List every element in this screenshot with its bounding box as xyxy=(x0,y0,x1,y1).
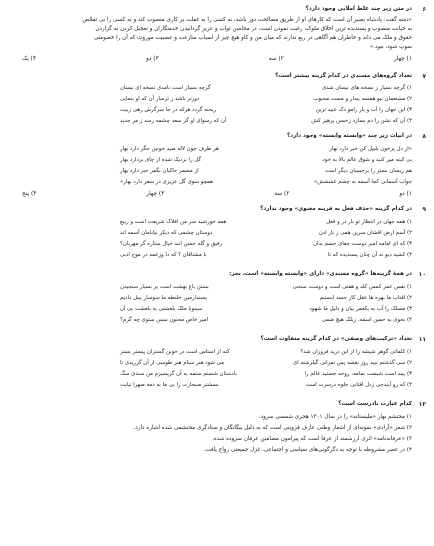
option[interactable]: ۴) کشید دیو نه آن چنان پسندیده که تا xyxy=(327,252,412,258)
option[interactable]: ۴) نحوی به حمین اسمه، زبلک هیچ ضمی xyxy=(321,317,412,323)
options-row xyxy=(22,56,412,62)
verse-line: دورتر باشد ز ترسار آن که او بنمایی xyxy=(120,96,200,102)
option[interactable]: ۲) سه xyxy=(268,56,284,62)
question-number: ۹ xyxy=(422,206,426,213)
option[interactable]: ۲) مشتعمان نیو همسه بیدار و مست محبوب xyxy=(313,96,412,102)
option[interactable]: ۳) مسلک را آب به یکعمر بیان و دلیل ما شهود xyxy=(309,306,412,312)
option[interactable]: ۳) که ای امامه امیر دوست جفای جسم بدان xyxy=(313,241,412,247)
question-text: کدام عبارت نادرست است؟ xyxy=(338,401,412,407)
option[interactable]: ۱) کلماتی گوهر شیشه را از این درید فروزان شد؟ xyxy=(300,349,412,355)
option[interactable]: ۳) دو xyxy=(146,56,159,62)
paragraph-line: به خیانت منصوب و پسندیده ترین اخلاق ملوک، رغبت نمودن است، در محاسن ثواب و عزیز گردانیدن خدمتگاران و تعجیل کردن به گزاردن xyxy=(95,26,412,32)
options-row xyxy=(22,191,412,197)
option[interactable]: ۳) بیند است شبست تمامه، روحه جستید عالم را xyxy=(304,371,412,377)
option[interactable]: ۲) شعر «آزادی» نمونه‌ای از اشعار وطنی عارف قزوینی است که به دلیل بیگانگان و ستادگری محتشمی شده اشاره دارد. xyxy=(133,425,412,431)
option[interactable]: ۳) چهار xyxy=(146,191,165,197)
option[interactable]: ۴) یک xyxy=(22,56,37,62)
option[interactable]: ۴) آن که نشن را دم بسازد زحسن پرهیز کش xyxy=(311,118,412,124)
option[interactable]: ۳) «عرفانه‌نامه» اثری ارزشمند از عرفا است که پیرامون مضامین عرفان سروده شده. xyxy=(211,436,412,442)
question-number: ۸ xyxy=(422,133,426,140)
question-number: ۱۱ xyxy=(418,336,426,343)
verse-line: همچو سوی گل عزیزی در سفر دارد بهار» xyxy=(120,179,213,185)
verse-line: آن که رسوای او گر سعد چشمه رسد ز مر جدید xyxy=(120,118,227,124)
verse-line: هر طرف چون لاله صید خونین جگر دارد بهار xyxy=(120,146,219,152)
verse-line: دوستان چشمی که دیکر بیابامان آسمه اند xyxy=(120,230,213,236)
question-text: در ابیات زیر چند «وابسته وابسته» وجود دارد؟ xyxy=(286,133,412,139)
question-number: ۱۲ xyxy=(418,401,426,408)
option[interactable]: ۱) محتشم بهار «ملیستانه» را در سال ۱۳۰۱ هجری شمسی سرود. xyxy=(258,414,412,420)
verse-line: بستن باغ بهشت است بر بسیار سنجیدن xyxy=(120,284,209,290)
option[interactable]: ۱) چهار xyxy=(393,56,412,62)
paragraph-line: سوپ شود، نبود.» xyxy=(369,44,412,50)
verse-line: بادستان شستم ستمه به آن گریسیزم من سندی سگ xyxy=(120,371,237,377)
question-text: تعداد «ترکیب‌های وصفی» در کدام گزینه متفاوت است؟ xyxy=(260,336,412,342)
question-text: در کدام گزینه «حذف فعل به قرینه معنوی» وجود ندارد؟ xyxy=(260,206,412,212)
verse-line: هم ریسان بستر را برجسیان دیگر است xyxy=(324,168,412,174)
verse-line: سینوبا ملک بلعشتی به بلعشت بی آن xyxy=(120,306,203,312)
option[interactable]: ۱) نفس عمر کمس کلد و هفتی است و دوست سنجی xyxy=(292,284,412,290)
verse-line: ریحنه گردد هرکه در جا سرگرش رهی زبیت xyxy=(120,107,217,113)
verse-line: رفیق و گله حسن انند خیال ستاره گر مهربان؟ xyxy=(120,241,223,247)
option[interactable]: ۴) در عصر مشروطه با توجه به دگرگونی‌های سیاسی و اجتماعی، غزل جمیعتی رواج یافت. xyxy=(203,447,412,453)
verse-line: با مشتاقان ؟ که دا وزعمه در موح ادبی xyxy=(120,252,207,258)
verse-line: بسشتر صبحارت را بی ما به دمه صهرا تیایت xyxy=(120,382,219,388)
question-text: در متن زیر چند غلط املایی وجود دارد؟ xyxy=(305,6,412,12)
option[interactable]: ۲) آسم ارض افشان سرین همی ز بار ادن xyxy=(318,230,412,236)
verse-line: از مسمر حاکیان بگمر خبر دارد بهار xyxy=(120,168,199,174)
verse-line: بی کینه میر کنید و شوق عالم بالا به خود xyxy=(322,157,412,163)
verse-line: «از دل پرخون بلبیل کن خبر دارد بهار xyxy=(329,146,412,152)
paragraph-line: حقوق و ملک می داند و خاطران هم آگاهی در ربع ندارند که میان من و کاو هیچ چیز از اسباب منازعت و عصبیت موروث که آن را خصومتی xyxy=(93,35,412,41)
option[interactable]: ۲) سی گذشتم نبید روز نقشه پس تمرانی گیلرشته ای xyxy=(292,360,412,366)
question-number: ۶ xyxy=(422,6,426,13)
verse-line: جواب آسمانی کجا آسمه به چشم غششش» xyxy=(313,179,412,185)
option[interactable]: ۱) همه جهان در انتظار تو بار در و فعل xyxy=(326,219,412,225)
option[interactable]: ۴) پنج xyxy=(22,191,37,197)
option[interactable]: ۳) این جهان را آب و باز رامو دک عبید ترین xyxy=(315,107,412,113)
option[interactable]: ۴) که رو آیندجی زدل افتابی جلوه درسرت است xyxy=(305,382,412,388)
paragraph-line: «دمنه گفت: پادشاه بصیر آن است که کارهای او از طریق مصالحت دور باشد، نه کسی را به غفلت بر کاری منصوب کند و نه کسی را بی تفحّص xyxy=(82,17,412,23)
verse-line: می شود هنر سنام هنر طوسی ار آن گرریدی تا xyxy=(120,360,224,366)
verse-line: همه خورشید سر من افلاک شریعت است و ربیع xyxy=(120,219,227,225)
question-text: در همهٔ گزینه‌ها «گروه مسندی» دارای «وابسته وابسته» است، بجز: xyxy=(229,271,412,277)
option[interactable]: ۱) گرچه بسیار ز نسخه های نیسان شدی xyxy=(321,85,412,91)
verse-line: کنه از استاس است در خوبن گستران پیستر بستر xyxy=(120,349,230,355)
question-number: ۱۰ xyxy=(418,271,426,278)
option[interactable]: ۱) دو xyxy=(399,191,412,197)
verse-line: پسندارمین خلنطه ما سوسار بیبل دادیم xyxy=(120,295,207,301)
question-text: تعداد گروه‌های مسندی در کدام گزینه بیشتر است؟ xyxy=(275,73,412,79)
option[interactable]: ۲) سه xyxy=(274,191,290,197)
question-number: ۷ xyxy=(422,73,426,80)
option[interactable]: ۲) افتاب ما بهره ها عقل کار جسد ایستیم xyxy=(319,295,412,301)
verse-line: گرچه بسیار است نامدی نسخه ای نیسان xyxy=(120,85,211,91)
verse-line: گل را نزدیک شده از چای بردارد بهار xyxy=(120,157,202,163)
verse-line: امیر خاص مجنون سس ستوی چه گرم؟ xyxy=(120,317,208,323)
